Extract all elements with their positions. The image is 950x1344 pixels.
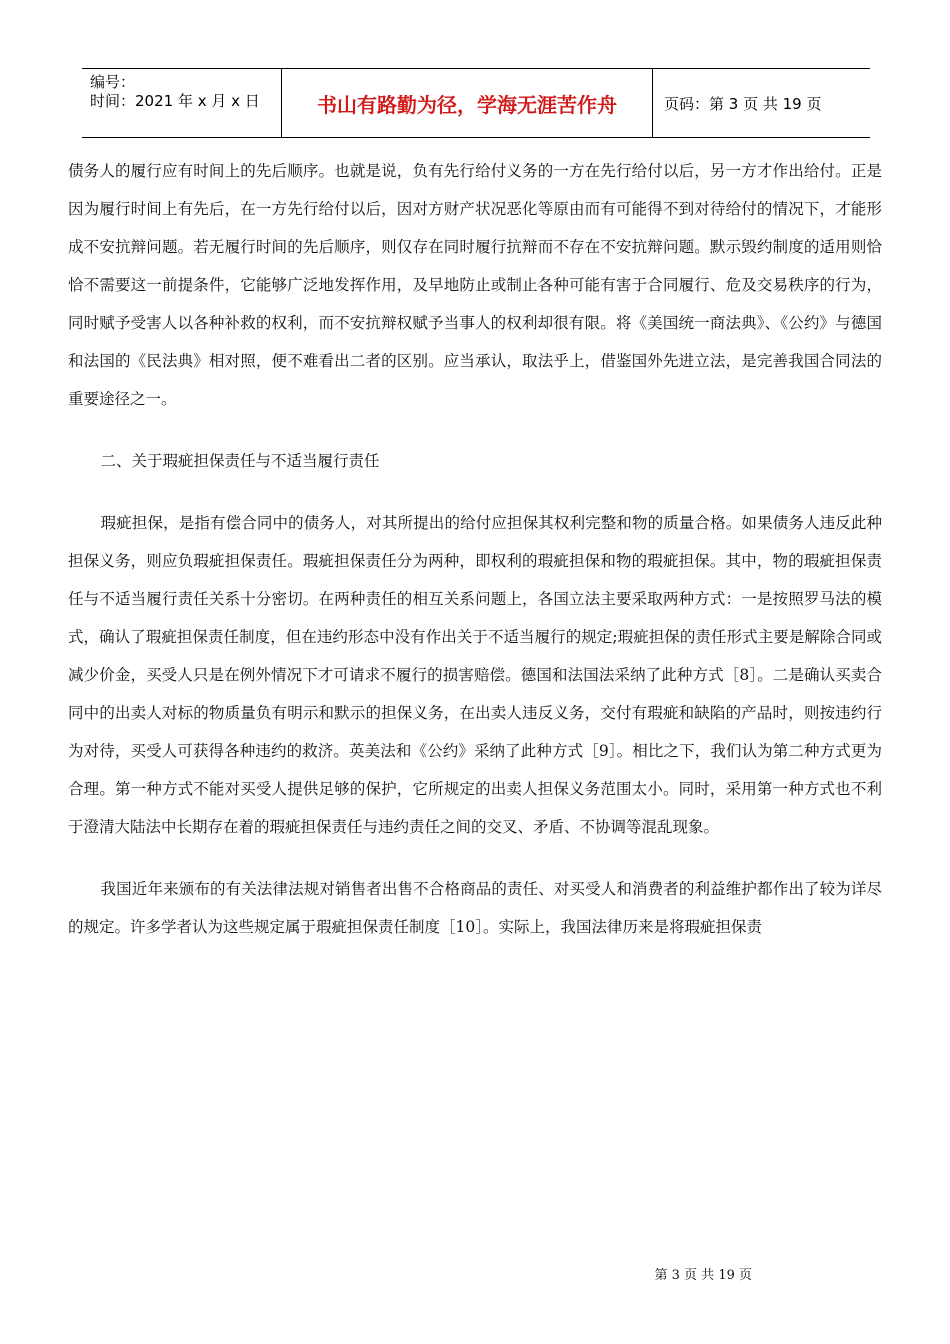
header-motto: 书山有路勤为径，学海无涯苦作舟 [317,93,617,117]
paragraph-spacer [68,418,882,442]
paragraph-spacer [68,846,882,870]
page-header [82,68,870,138]
header-page-number: 页码：第 3 页 共 19 页 [664,95,822,113]
paragraph-spacer [68,480,882,504]
section-heading: 二、关于瑕疵担保责任与不适当履行责任 [100,452,380,470]
body-paragraph: 我国近年来颁布的有关法律法规对销售者出售不合格商品的责任、对买受人和消费者的利益维护都作出了较为详尽的规定。许多学者认为这些规定属于瑕疵担保责任制度［10］。实际上，我国法律历来是将瑕疵担保责 [68,880,882,936]
document-body [68,152,882,946]
header-divider-right [652,69,653,137]
header-meta [90,73,280,111]
footer-page-number: 第 3 页 共 19 页 [654,1268,752,1283]
page-footer [0,1264,950,1283]
document-date-label: 时间：2021 年 x 月 x 日 [90,92,260,110]
body-paragraph: 瑕疵担保，是指有偿合同中的债务人，对其所提出的给付应担保其权利完整和物的质量合格。如果债务人违反此种担保义务，则应负瑕疵担保责任。瑕疵担保责任分为两种，即权利的瑕疵担保和物的瑕疵担保。其中，物的瑕疵担保责任与不适当履行责任关系十分密切。在两种责任的相互关系问题上，各国立法主要采取两种方式：一是按照罗马法的模式，确认了瑕疵担保责任制度，但在违约形态中没有作出关于不适当履行的规定;瑕疵担保的责任形式主要是解除合同或减少价金，买受人只是在例外情况下才可请求不履行的损害赔偿。德国和法国法采纳了此种方式［8］。二是确认买卖合同中的出卖人对标的物质量负有明示和默示的担保义务，在出卖人违反义务，交付有瑕疵和缺陷的产品时，则按违约行为对待，买受人可获得各种违约的救济。英美法和《公约》采纳了此种方式［9］。相比之下，我们认为第二种方式更为合理。第一种方式不能对买受人提供足够的保护，它所规定的出卖人担保义务范围太小。同时，采用第一种方式也不利于澄清大陆法中长期存在着的瑕疵担保责任与违约责任之间的交叉、矛盾、不协调等混乱现象。 [68,514,882,836]
body-paragraph: 债务人的履行应有时间上的先后顺序。也就是说，负有先行给付义务的一方在先行给付以后，另一方才作出给付。正是因为履行时间上有先后，在一方先行给付以后，因对方财产状况恶化等原由而有可能得不到对待给付的情况下，才能形成不安抗辩问题。若无履行时间的先后顺序，则仅存在同时履行抗辩而不存在不安抗辩问题。默示毁约制度的适用则恰恰不需要这一前提条件，它能够广泛地发挥作用，及早地防止或制止各种可能有害于合同履行、危及交易秩序的行为，同时赋予受害人以各种补救的权利，而不安抗辩权赋予当事人的权利却很有限。将《美国统一商法典》、《公约》与德国和法国的《民法典》相对照，便不难看出二者的区别。应当承认，取法乎上，借鉴国外先进立法，是完善我国合同法的重要途径之一。 [68,162,882,408]
document-number-label: 编号： [90,73,136,91]
